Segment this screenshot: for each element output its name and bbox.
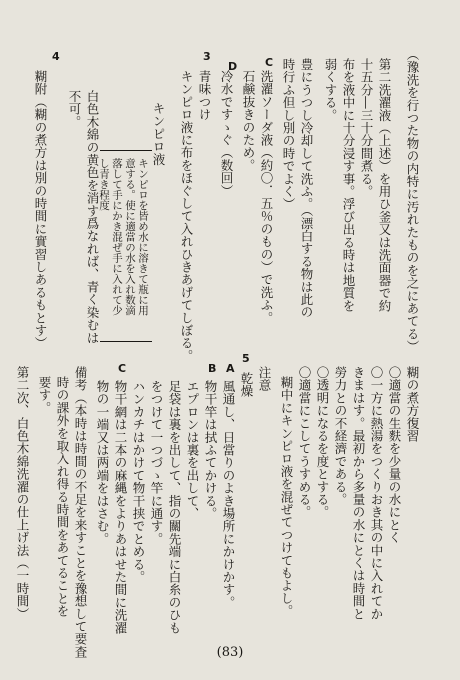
note-line: キンピロを皆め水に溶きて瓶に用: [137, 158, 149, 316]
page-number: (83): [216, 645, 244, 660]
text-column: 青味つけ: [197, 70, 212, 121]
text-column: 物干網は二本の麻縄をよりあはせた間に洗濯: [113, 380, 128, 634]
text-column: きまはす。最初から多量の水にとくは時間と: [351, 366, 366, 620]
text-column: 第二次、白色木綿洗濯の仕上げ法（一時間）: [15, 366, 30, 620]
marker-3: 3: [203, 50, 211, 63]
text-column: ハンカチはかけて物干挟でとめる。: [131, 380, 146, 584]
marker-4: 4: [52, 50, 60, 63]
marker-c2: C: [118, 362, 127, 375]
text-column: 風通し、日當りのよき場所にかけかす。: [221, 380, 236, 609]
text-column: キンピロ液に布をほぐして入れひきあげてしぼる。: [179, 70, 194, 363]
text-column: 足袋は裏を出して、指の關先端に白糸のひも: [167, 380, 182, 634]
text-column: 〇適當にこしてうすめる。: [297, 366, 312, 519]
text-column: 糊の煮方復習: [405, 366, 420, 443]
text-column: 備考（本時は時間の不足を来すことを豫想して要査: [73, 366, 88, 659]
kinpiro-label: キンピロ液: [151, 102, 166, 166]
text-column: 物干竿は拭ふてかける。: [203, 380, 218, 520]
text-column: 勞力との不経濟である。: [333, 366, 348, 506]
text-column: 十五分―三十分間煮る。: [359, 58, 374, 198]
text-column: 注意: [257, 366, 272, 392]
text-column: 冷水ですゝぐ（数回）: [219, 70, 234, 197]
text-column: 不可。: [67, 90, 82, 129]
text-column: 〇透明になるを度とする。: [315, 366, 330, 519]
note-line: 落して手にかき混ぜ手に入れて少: [111, 158, 123, 316]
text-column: 弱くする。: [323, 58, 338, 122]
text-column: 物の一端又は两端をはさむ。: [95, 380, 110, 546]
text-column: 時の課外を取入れ得る時間をあてることを: [55, 376, 70, 618]
text-column: 第二洗濯液（上述）を用ひ釜又は洗面器で約: [377, 58, 392, 312]
text-column: 乾燥: [239, 372, 254, 398]
text-column: 石鹸抜きのため。: [241, 70, 256, 172]
text-column: 要す。: [37, 376, 52, 415]
text-column: 洗濯ソーダ液（約〇．五％のもの）で洗ふ。: [259, 70, 274, 324]
text-column: 布を液中に十分浸す事。浮び出る時は地質を: [341, 58, 356, 312]
text-column: （豫洗を行つた物の内特に汚れたものを之にあてる）: [405, 48, 420, 353]
text-column: 〇適當の生麩を少量の水にとく: [387, 366, 402, 544]
note-line: 意する。使に適當の水を入れ数滴: [124, 158, 136, 316]
text-column: エプロンは裏を出して、: [185, 380, 200, 520]
note-line: し青き程度: [98, 158, 110, 211]
text-column: 豊にうつし冷却して洗ふ。（漂白する物は此の: [299, 58, 314, 319]
marker-c: C: [265, 56, 274, 69]
text-column: をつけて一つづゝ竿に通す。: [149, 380, 164, 546]
marker-d: D: [228, 60, 238, 73]
marker-a: A: [226, 362, 235, 375]
text-column: 〇一方に熱湯をつくりおき其の中に入れてか: [369, 366, 384, 620]
text-column: 白色木綿の黄色を消す爲なれば、青く染むは: [85, 90, 100, 344]
text-column: 糊附（糊の煮方は別の時間に實習しあるもとす）: [33, 70, 48, 350]
marker-b: B: [208, 362, 217, 375]
marker-5: 5: [242, 352, 250, 365]
text-column: 糊中にキンピロ液を混ぜてつけてもよし。: [279, 376, 294, 618]
text-column: 時行ふ但し別の時でよく）: [281, 58, 296, 211]
